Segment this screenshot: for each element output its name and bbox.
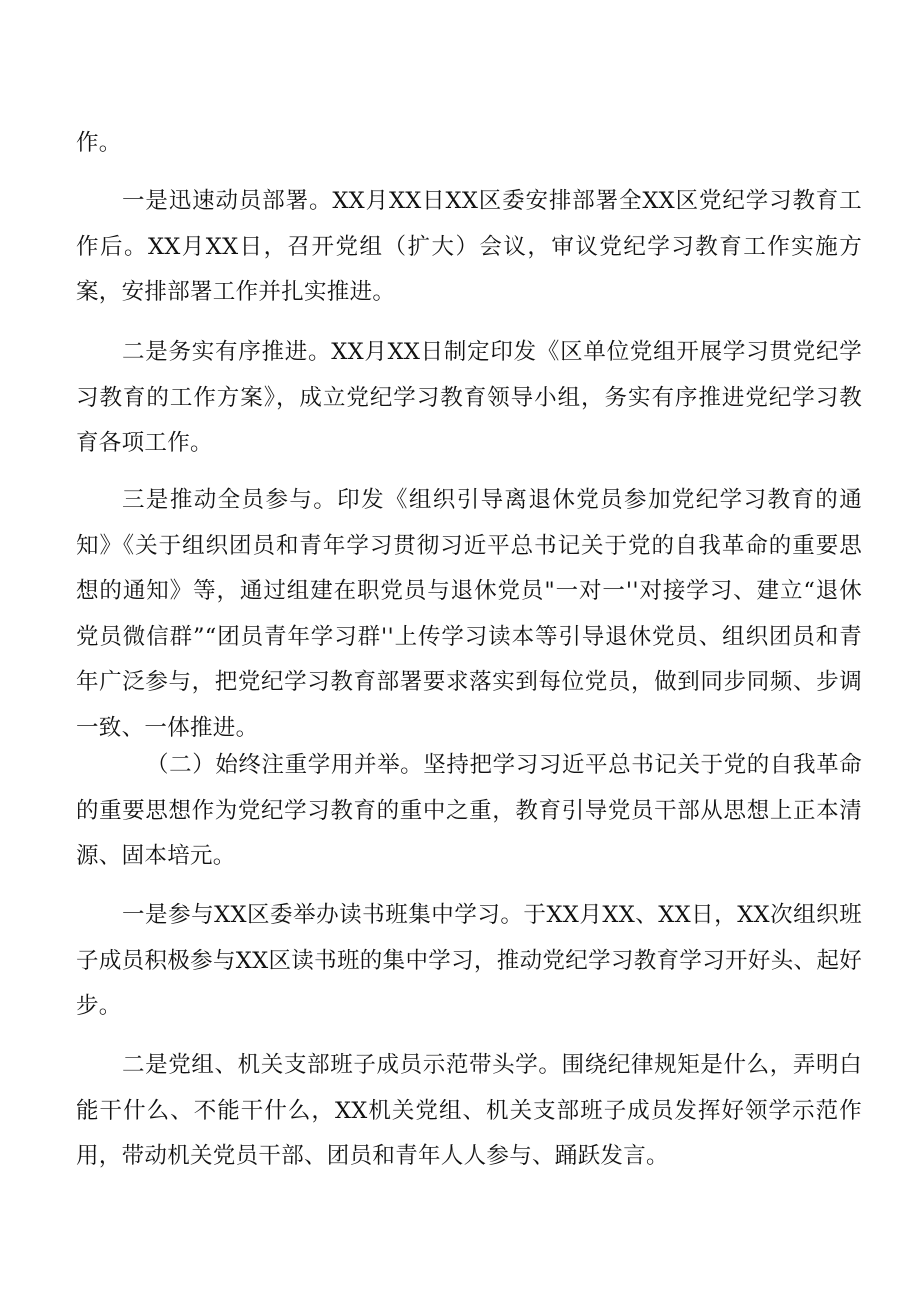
paragraph-orderly-progress: 二是务实有序推进。XX月XX日制定印发《区单位党组开展学习贯党纪学习教育的工作方案》，成立党纪学习教育领导小组，务实有序推进党纪学习教育各项工作。 xyxy=(76,339,862,456)
paragraph-continuation: 作。 xyxy=(76,130,122,156)
paragraph-reading-class: 一是参与XX区委举办读书班集中学习。于XX月XX、XX日，XX次组织班子成员积极参与XX区读书班的集中学习，推动党纪学习教育学习开好头、起好步。 xyxy=(76,902,862,1019)
section-heading-study-and-application: （二）始终注重学用并举。坚持把学习习近平总书记关于党的自我革命的重要思想作为党纪学习教育的重中之重，教育引导党员干部从思想上正本清源、固本培元。 xyxy=(76,752,862,869)
paragraph-mobilization: 一是迅速动员部署。XX月XX日XX区委安排部署全XX区党纪学习教育工作后。XX月XX日，召开党组（扩大）会议，审议党纪学习教育工作实施方案，安排部署工作并扎实推进。 xyxy=(76,188,862,305)
paragraph-leading-by-example: 二是党组、机关支部班子成员示范带头学。围绕纪律规矩是什么，弄明白能干什么、不能干什么，XX机关党组、机关支部班子成员发挥好领学示范作用，带动机关党员干部、团员和青年人人参与、踊跃发言。 xyxy=(76,1052,862,1169)
paragraph-full-participation: 三是推动全员参与。印发《组织引导离退休党员参加党纪学习教育的通知》《关于组织团员和青年学习贯彻习近平总书记关于党的自我革命的重要思想的通知》等，通过组建在职党员与退休党员"一对一''对接学习、建立“退休党员微信群”“团员青年学习群''上传学习读本等引导退休党员、组织团员和青年广泛参与，把党纪学习教育部署要求落实到每位党员，做到同步同频、步调一致、一体推进。 xyxy=(76,487,862,741)
